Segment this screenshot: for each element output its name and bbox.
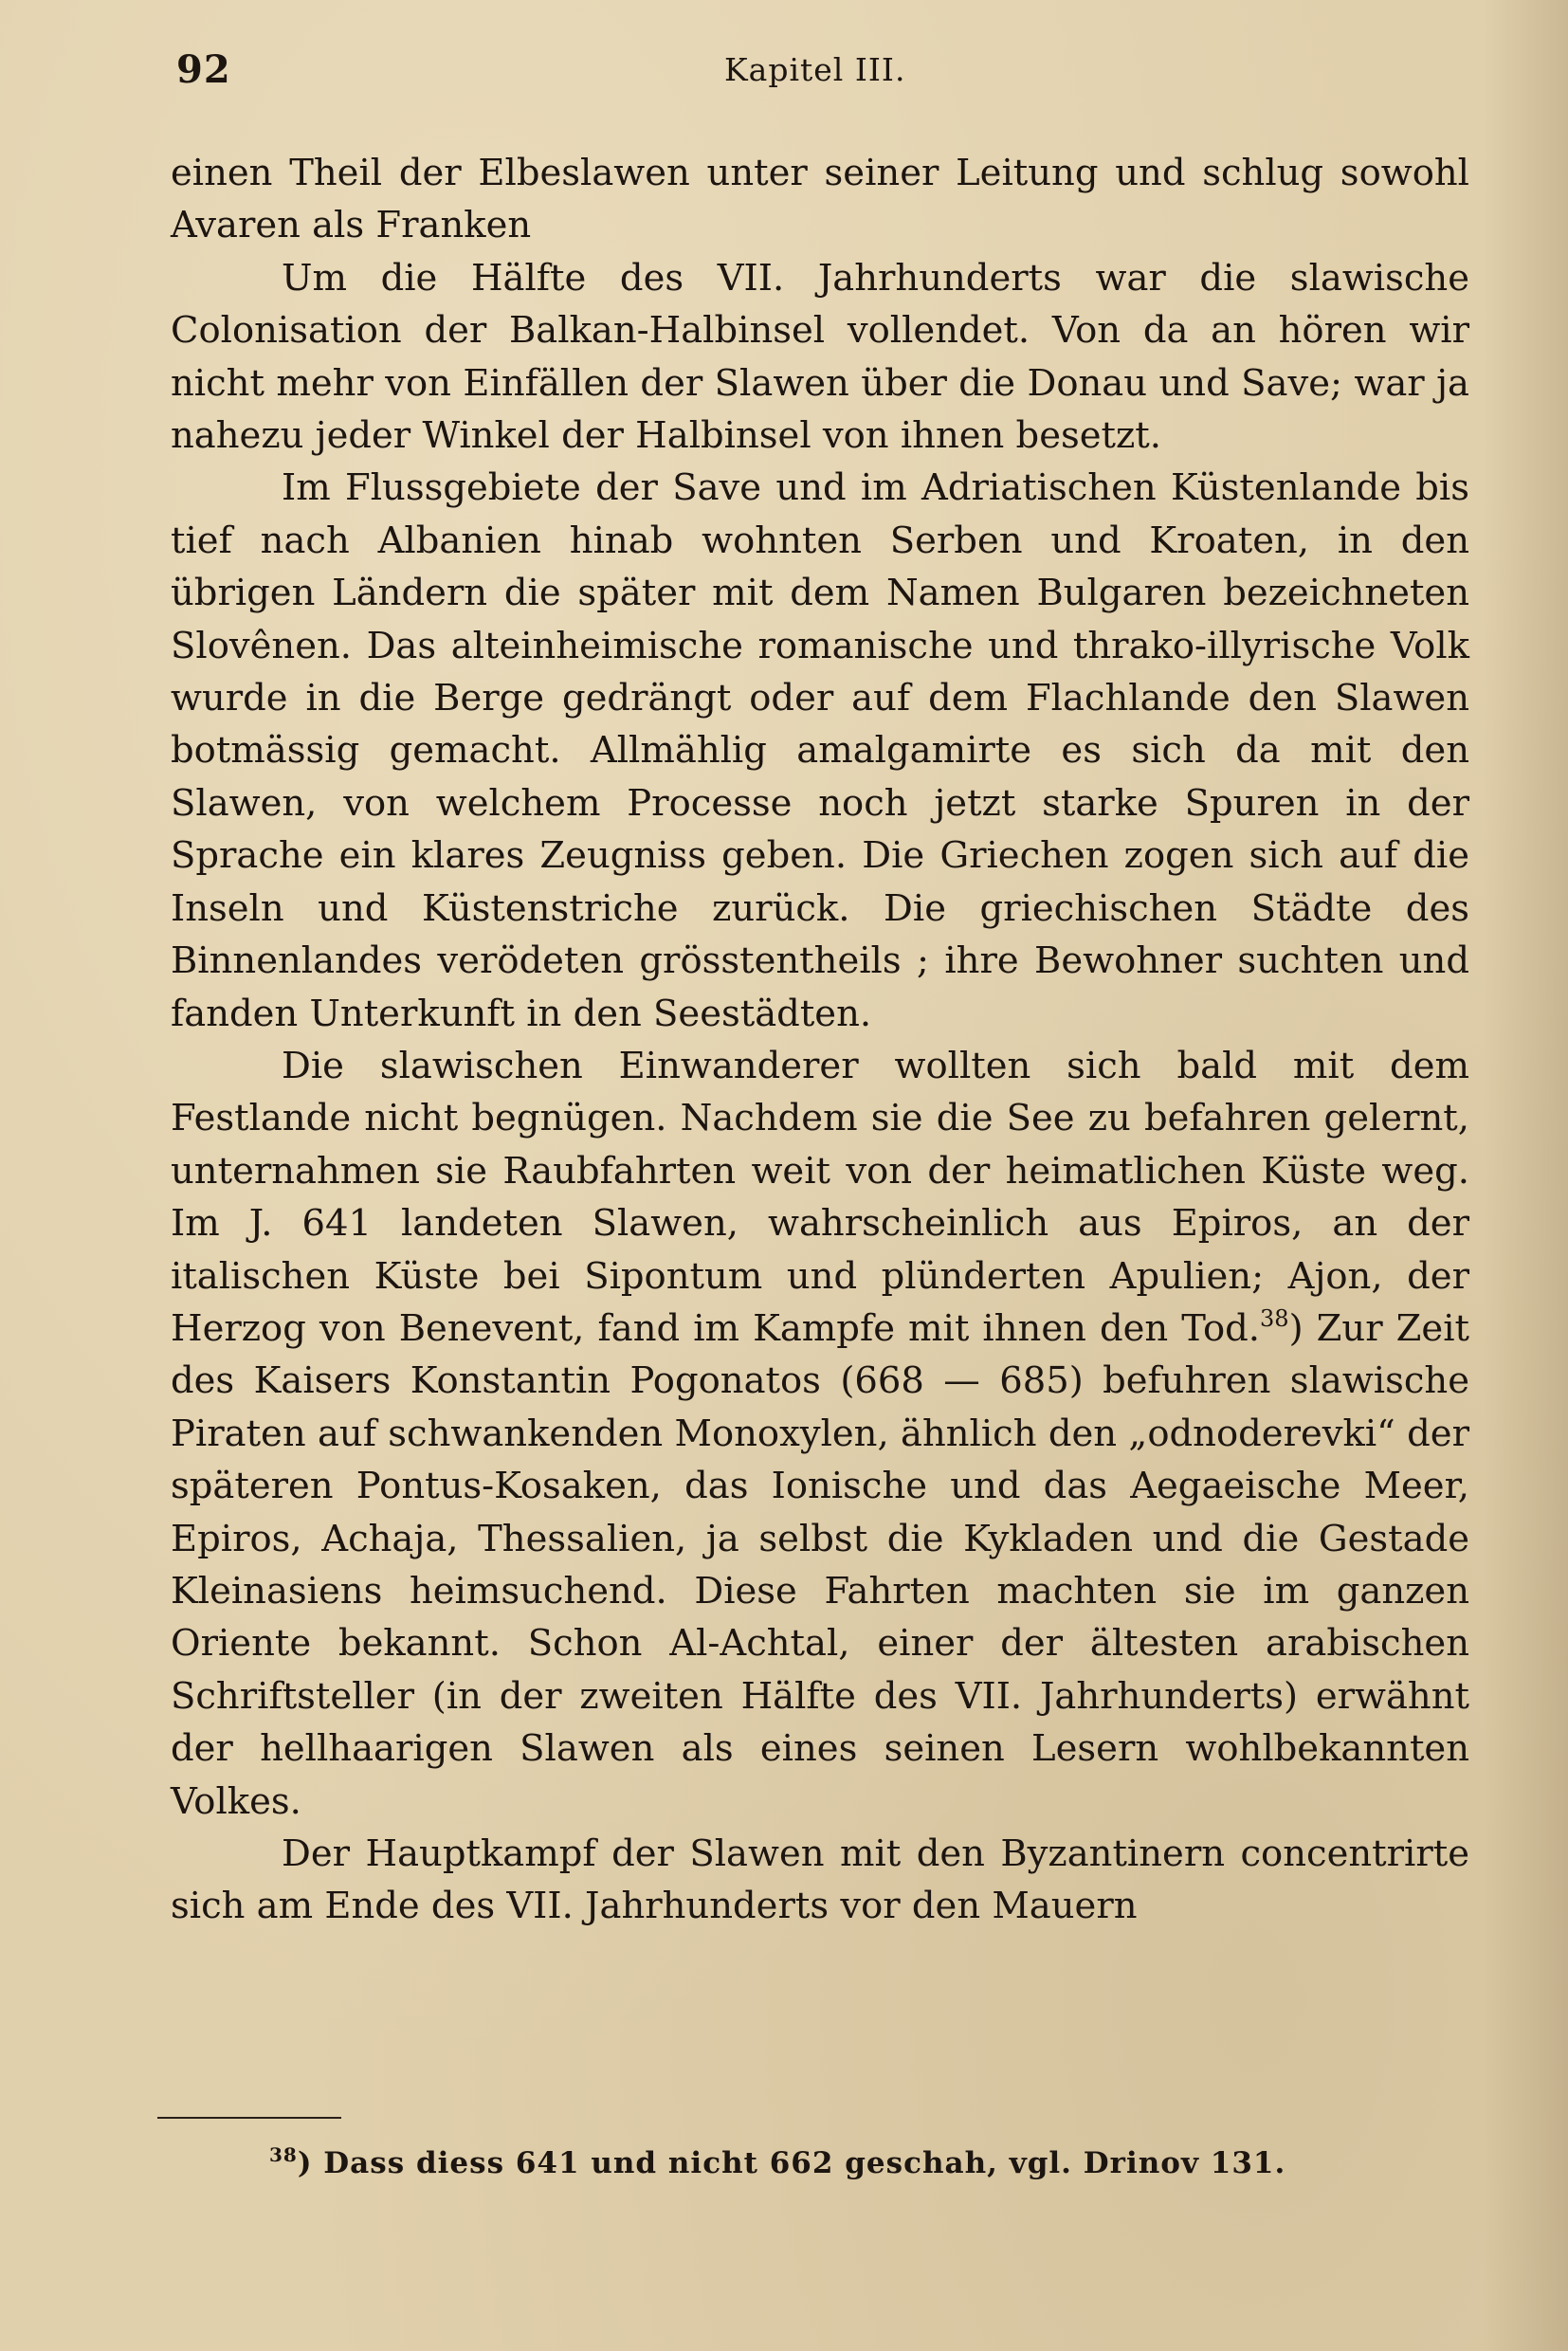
footnote-divider <box>157 2117 341 2119</box>
page-edge-shadow <box>1483 0 1568 2351</box>
page-header <box>176 47 1475 104</box>
footnote <box>269 2143 1286 2180</box>
paragraph-settlement: Im Flussgebiete der Save und im Adriatischen Küstenlande bis tief nach Albanien hinab wohnten Serben und Kroaten, in den übrigen Ländern die später mit dem Namen Bulgaren bezeichneten Slovênen. Das alteinheimische romanische und thrako-illyrische Volk wurde in die Berge gedrängt oder auf dem Flachlande den Slawen botmässig gemacht. Allmählig amalgamirte es sich da mit den Slawen, von welchem Processe noch jetzt starke Spuren in der Sprache ein klares Zeugniss geben. Die Griechen zogen sich auf die Inseln und Küstenstriche zurück. Die griechischen Städte des Binnenlandes verödeten grösstentheils ; ihre Bewohner suchten und fanden Unterkunft in den Seestädten. <box>171 466 1469 1035</box>
paragraph-main-conflict: Der Hauptkampf der Slawen mit den Byzantinern concentrirte sich am Ende des VII. Jahrhunderts vor den Mauern <box>171 1832 1469 1928</box>
paragraph-colonisation: Um die Hälfte des VII. Jahrhunderts war die slawische Colonisation der Balkan-Halbinsel vollendet. Von da an hören wir nicht mehr von Einfällen der Slawen über die Donau und Save; war ja nahezu jeder Winkel der Halbinsel von ihnen besetzt. <box>171 256 1469 458</box>
page-number: 92 <box>176 47 231 92</box>
raids-text-before-ref: Die slawischen Einwanderer wollten sich bald mit dem Festlande nicht begnügen. Nachdem sie die See zu befahren gelernt, unternahmen sie Raubfahrten weit von der heimatlichen Küste weg. Im J. 641 landeten Slawen, wahrscheinlich aus Epiros, an der italischen Küste bei Sipontum und plünderten Apulien; Ajon, der Herzog von Benevent, fand im Kampfe mit ihnen den Tod. <box>171 1044 1469 1350</box>
footnote-reference: 38 <box>1260 1304 1289 1332</box>
body-text <box>171 147 1469 1933</box>
paragraph-continuation: einen Theil der Elbeslawen unter seiner Leitung und schlug sowohl Avaren als Franken <box>171 152 1469 247</box>
footnote-number: 38 <box>269 2143 298 2166</box>
running-head: Kapitel III. <box>724 51 906 88</box>
footnote-text: ) Dass diess 641 und nicht 662 geschah, vgl. Drinov 131. <box>297 2146 1286 2180</box>
paragraph-raids <box>171 1040 1469 1828</box>
raids-text-after-ref: ) Zur Zeit des Kaisers Konstantin Pogonatos (668 — 685) befuhren slawische Piraten auf schwankenden Monoxylen, ähnlich den „odnoderevki“ der späteren Pontus-Kosaken, das Ionische und das Aegaeische Meer, Epiros, Achaja, Thessalien, ja selbst die Kykladen und die Gestade Kleinasiens heimsuchend. Diese Fahrten machten sie im ganzen Oriente bekannt. Schon Al-Achtal, einer der ältesten arabischen Schriftsteller (in der zweiten Hälfte des VII. Jahrhunderts) erwähnt der hellhaarigen Slawen als eines seinen Lesern wohlbekannten Volkes. <box>171 1306 1469 1823</box>
